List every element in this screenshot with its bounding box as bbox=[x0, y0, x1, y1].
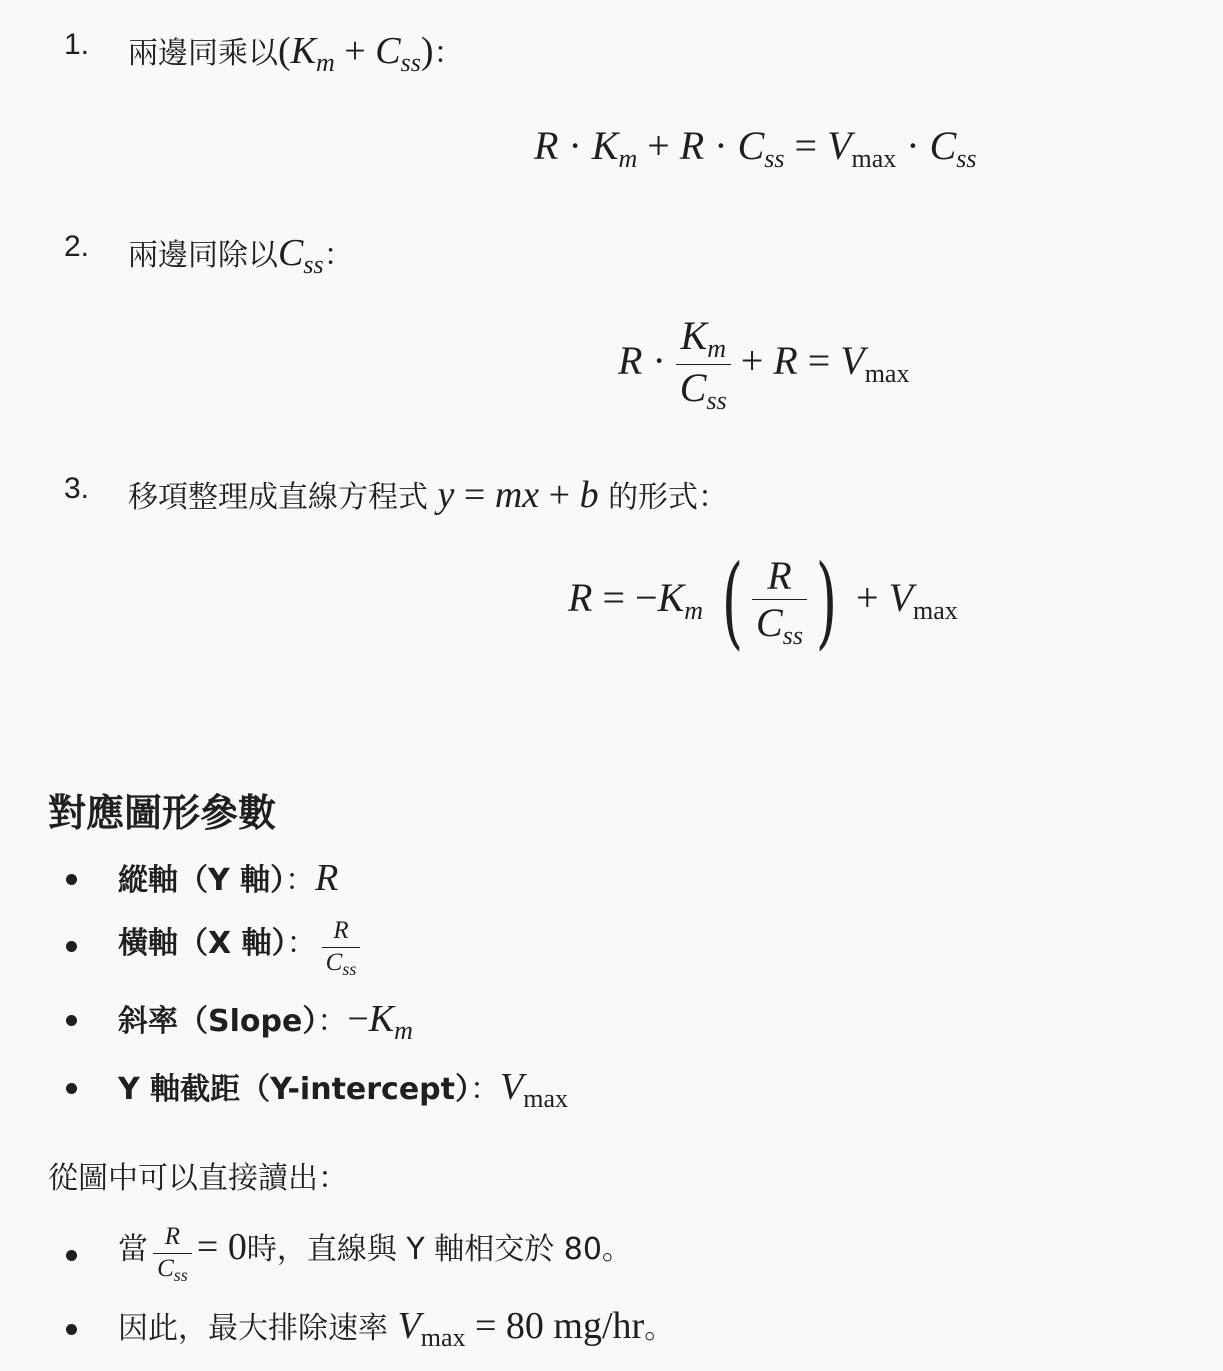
param-value: $-K_m$ bbox=[347, 998, 413, 1045]
param-label: Y 軸截距（Y-intercept） bbox=[118, 1072, 471, 1107]
conclusion-2-suffix: 。 bbox=[644, 1311, 675, 1346]
step-1-label: 兩邊同乘以 bbox=[128, 36, 278, 71]
step-2-text bbox=[128, 230, 354, 280]
param-y-intercept bbox=[118, 1064, 568, 1114]
step-3-label: 移項整理成直線方程式 bbox=[128, 480, 428, 515]
bullet-icon bbox=[66, 1015, 77, 1026]
param-label: 縱軸（Y 軸） bbox=[118, 863, 286, 898]
conclusion-1-text: 時，直線與 Y 軸相交於 80。 bbox=[246, 1232, 632, 1267]
fraction-r-over-css: $\frac{R}{C_{ss}}$ bbox=[752, 555, 807, 649]
step-1-math: $(K_m + C_{ss})$ bbox=[278, 30, 434, 77]
conclusion-2 bbox=[118, 1303, 674, 1353]
step-3-math: y = mx + b bbox=[437, 474, 599, 516]
equation-3: $R = -K_m$ ( $\frac{R}{C_{ss}}$ ) + $V_{max}$ bbox=[568, 543, 958, 660]
bullet-icon bbox=[66, 874, 77, 885]
colon: ： bbox=[433, 36, 464, 71]
step-3-number: 3. bbox=[64, 472, 90, 505]
param-x-axis bbox=[118, 918, 360, 979]
colon: ： bbox=[470, 1072, 501, 1107]
step-1-number: 1. bbox=[64, 28, 90, 61]
conclusion-2-math: $V_{max}$ bbox=[397, 1305, 466, 1352]
param-value: $V_{max}$ bbox=[500, 1066, 568, 1113]
conclusion-2-value: = 80 mg/hr bbox=[474, 1305, 645, 1347]
param-value: R bbox=[315, 857, 339, 899]
param-slope bbox=[118, 996, 413, 1046]
colon: ： bbox=[323, 238, 354, 273]
conclusion-1-prefix: 當 bbox=[118, 1232, 148, 1267]
step-2-label: 兩邊同除以 bbox=[128, 238, 278, 273]
bullet-icon bbox=[66, 1083, 77, 1094]
step-2-math: $C_{ss}$ bbox=[278, 232, 324, 279]
colon: ： bbox=[317, 1004, 348, 1039]
fraction-km-over-css: $\frac{K_m}{C_{ss}}$ bbox=[676, 315, 731, 415]
conclusion-1 bbox=[118, 1224, 632, 1285]
section-heading: 對應圖形參數 bbox=[48, 791, 277, 835]
step-2-number: 2. bbox=[64, 230, 90, 263]
step-3-suffix: 的形式： bbox=[608, 480, 729, 515]
param-label: 斜率（Slope） bbox=[118, 1004, 318, 1039]
step-1-text bbox=[128, 28, 464, 78]
param-y-axis bbox=[118, 855, 338, 900]
bullet-icon bbox=[66, 941, 77, 952]
equation-2: R · $\frac{K_m}{C_{ss}}$ + $R = V_{max}$ bbox=[618, 313, 910, 416]
step-3-text bbox=[128, 472, 728, 517]
colon: ： bbox=[286, 926, 317, 961]
equation-1: $R \cdot K_m + R \cdot C_{ss} = V_{max} \cdot C_{ss}$ bbox=[534, 123, 977, 173]
read-intro: 從圖中可以直接讀出： bbox=[48, 1161, 348, 1196]
bullet-icon bbox=[66, 1324, 77, 1335]
param-value: $\frac{R}{C_{ss}}$ bbox=[322, 918, 361, 978]
param-label: 橫軸（X 軸） bbox=[118, 926, 287, 961]
fraction-r-over-css-small: $\frac{R}{C_{ss}}$ bbox=[153, 1224, 192, 1284]
colon: ： bbox=[285, 863, 316, 898]
conclusion-1-value: = 0 bbox=[196, 1226, 247, 1268]
conclusion-2-prefix: 因此，最大排除速率 bbox=[118, 1311, 388, 1346]
bullet-icon bbox=[66, 1250, 77, 1261]
